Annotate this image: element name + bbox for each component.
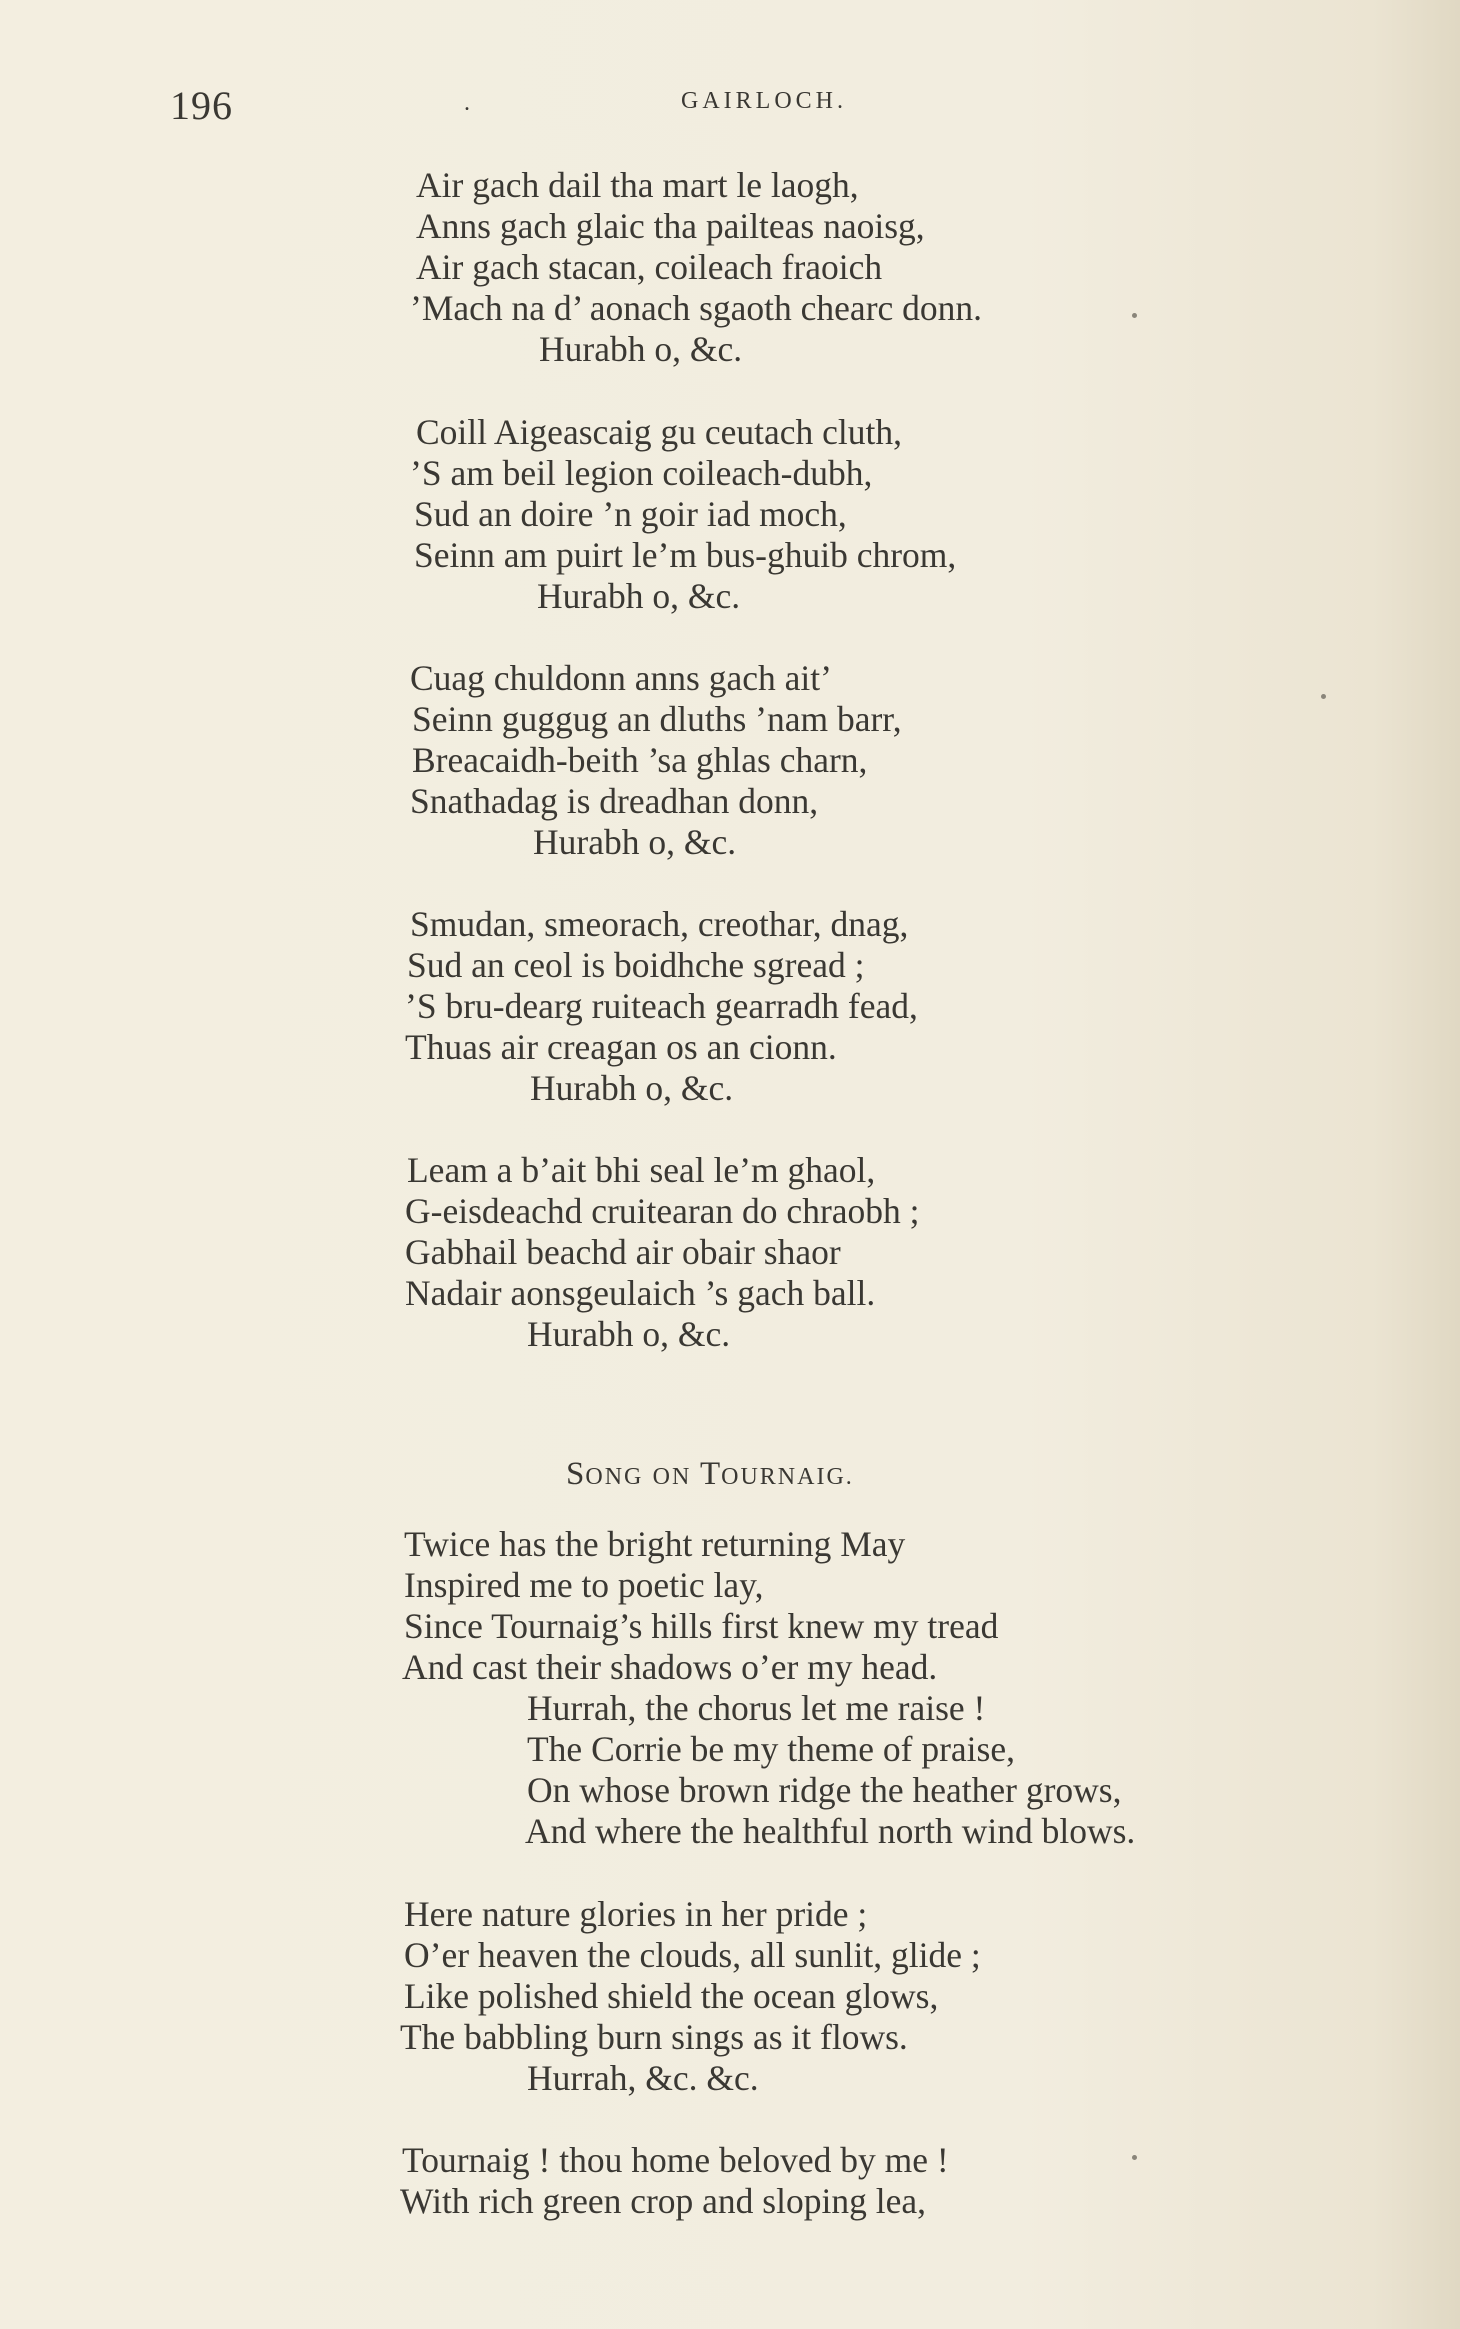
- verse-line: Air gach stacan, coileach fraoich: [416, 247, 883, 287]
- verse-line: Smudan, smeorach, creothar, dnag,: [410, 904, 909, 944]
- verse-line: Leam a b’ait bhi seal le’m ghaol,: [407, 1150, 876, 1190]
- refrain-line: Hurabh o, &c.: [533, 822, 737, 862]
- verse-line: Sud an doire ’n goir iad moch,: [414, 494, 847, 534]
- verse-line: Anns gach glaic tha pailteas naoisg,: [416, 206, 925, 246]
- chorus-line: The Corrie be my theme of praise,: [527, 1729, 1015, 1769]
- page-number: 196: [170, 83, 233, 128]
- verse-line: Like polished shield the ocean glows,: [404, 1976, 939, 2016]
- verse-line: O’er heaven the clouds, all sunlit, glide ;: [404, 1935, 981, 1975]
- chorus-line: Hurrah, the chorus let me raise !: [527, 1688, 986, 1728]
- song-title: SONG ON TOURNAIG.: [566, 1456, 854, 1492]
- ink-speck: [1321, 694, 1326, 699]
- verse-line: ’S bru-dearg ruiteach gearradh fead,: [405, 986, 918, 1026]
- verse-line: With rich green crop and sloping lea,: [400, 2181, 926, 2221]
- refrain-line: Hurabh o, &c.: [537, 576, 741, 616]
- chorus-line: On whose brown ridge the heather grows,: [527, 1770, 1122, 1810]
- verse-line: Twice has the bright returning May: [404, 1524, 906, 1564]
- verse-line: Inspired me to poetic lay,: [404, 1565, 764, 1605]
- header-separator: .: [464, 90, 470, 116]
- verse-line: Seinn guggug an dluths ’nam barr,: [412, 699, 902, 739]
- verse-line: G-eisdeachd cruitearan do chraobh ;: [405, 1191, 920, 1231]
- verse-line: Thuas air creagan os an cionn.: [405, 1027, 837, 1067]
- verse-line: Here nature glories in her pride ;: [404, 1894, 868, 1934]
- verse-line: Snathadag is dreadhan donn,: [410, 781, 819, 821]
- verse-line: Nadair aonsgeulaich ’s gach ball.: [405, 1273, 876, 1313]
- verse-line: Cuag chuldonn anns gach ait’: [410, 658, 832, 698]
- verse-line: ’Mach na d’ aonach sgaoth chearc donn.: [410, 288, 983, 328]
- verse-line: Since Tournaig’s hills first knew my tread: [404, 1606, 999, 1646]
- chorus-line: Hurrah, &c. &c.: [527, 2058, 759, 2098]
- verse-line: Tournaig ! thou home beloved by me !: [402, 2140, 949, 2180]
- ink-speck: [1132, 313, 1137, 318]
- verse-line: Sud an ceol is boidhche sgread ;: [407, 945, 865, 985]
- verse-line: And cast their shadows o’er my head.: [402, 1647, 938, 1687]
- verse-line: The babbling burn sings as it flows.: [400, 2017, 908, 2057]
- running-title: GAIRLOCH.: [681, 88, 847, 114]
- verse-line: Breacaidh-beith ’sa ghlas charn,: [412, 740, 868, 780]
- refrain-line: Hurabh o, &c.: [539, 329, 743, 369]
- chorus-line: And where the healthful north wind blows.: [525, 1811, 1136, 1851]
- refrain-line: Hurabh o, &c.: [530, 1068, 734, 1108]
- verse-line: Coill Aigeascaig gu ceutach cluth,: [416, 412, 903, 452]
- refrain-line: Hurabh o, &c.: [527, 1314, 731, 1354]
- verse-line: ’S am beil legion coileach-dubh,: [410, 453, 873, 493]
- verse-line: Seinn am puirt le’m bus-ghuib chrom,: [414, 535, 957, 575]
- ink-speck: [1132, 2155, 1137, 2160]
- verse-line: Gabhail beachd air obair shaor: [405, 1232, 841, 1272]
- verse-line: Air gach dail tha mart le laogh,: [416, 165, 859, 205]
